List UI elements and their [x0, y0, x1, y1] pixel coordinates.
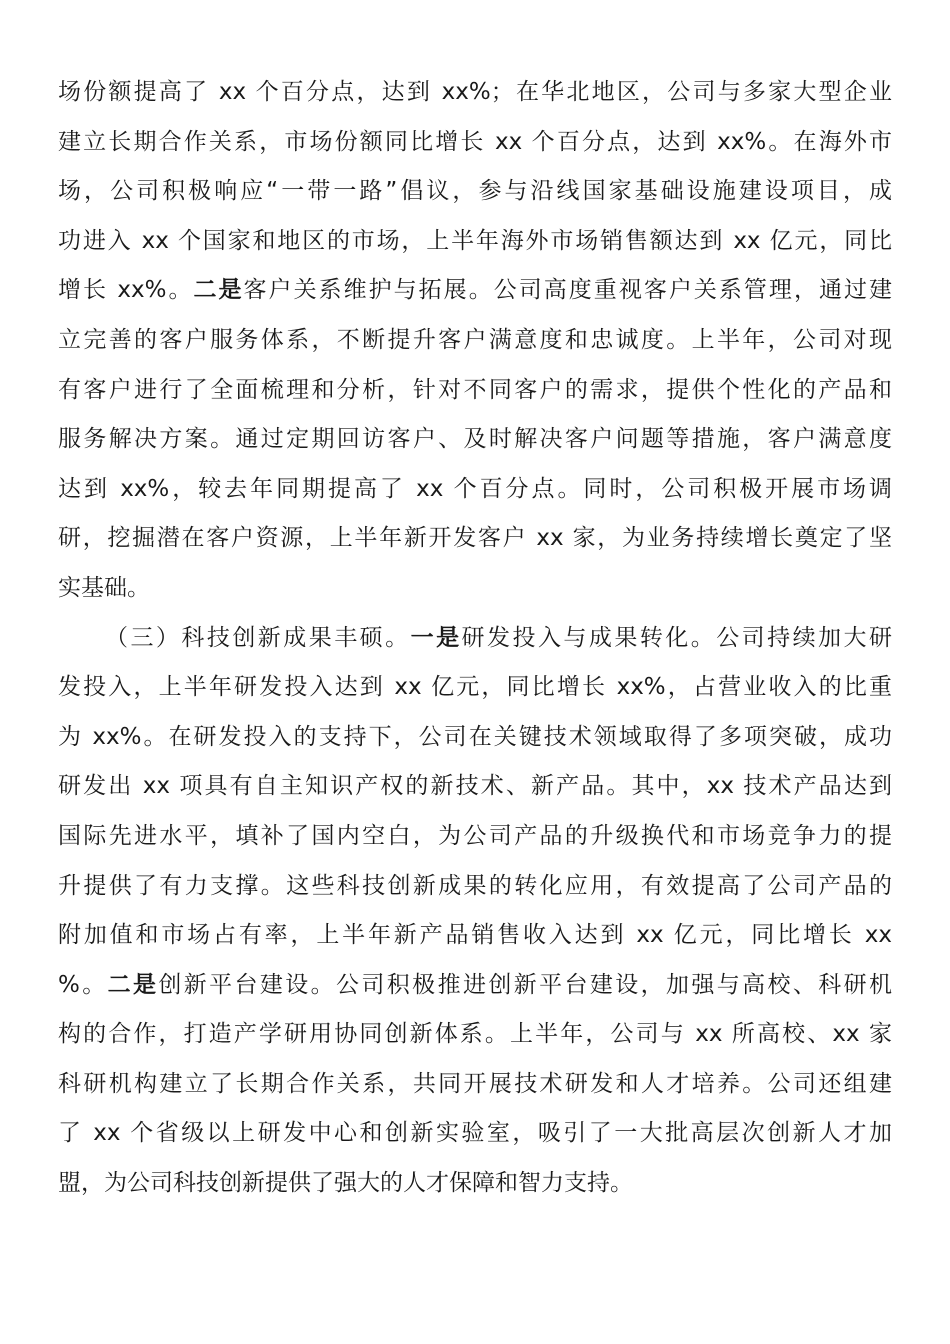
text-line: 立完善的客户服务体系，不断提升客户满意度和忠诚度。上半年，公司对现 [58, 326, 892, 353]
text-line: 研，挖掘潜在客户资源，上半年新开发客户 xx 家，为业务持续增长奠定了坚 [58, 525, 892, 552]
text-line [58, 961, 892, 1011]
paragraph-tech-innovation [58, 614, 892, 1209]
text-run: 增长 xx%。 [58, 277, 194, 304]
document-page [58, 68, 892, 1209]
text-line: 功进入 xx 个国家和地区的市场，上半年海外市场销售额达到 xx 亿元，同比 [58, 227, 892, 254]
section-heading: （三）科技创新成果丰硕。 [105, 624, 411, 651]
text-line: 构的合作，打造产学研用协同创新体系。上半年，公司与 xx 所高校、xx 家 [58, 1021, 892, 1048]
text-run: 客户关系维护与拓展。公司高度重视客户关系管理，通过建 [243, 277, 892, 304]
text-run: 创新平台建设。公司积极推进创新平台建设，加强与高校、科研机 [158, 971, 892, 998]
text-line: 升提供了有力支撑。这些科技创新成果的转化应用，有效提高了公司产品的 [58, 872, 892, 899]
text-run: 研发投入与成果转化。公司持续加大研 [461, 624, 892, 651]
text-line: 附加值和市场占有率，上半年新产品销售收入达到 xx 亿元，同比增长 xx [58, 922, 892, 949]
text-line: 建立长期合作关系，市场份额同比增长 xx 个百分点，达到 xx%。在海外市 [58, 128, 892, 155]
text-line: 达到 xx%，较去年同期提高了 xx 个百分点。同时，公司积极开展市场调 [58, 475, 892, 502]
text-line: 研发出 xx 项具有自主知识产权的新技术、新产品。其中，xx 技术产品达到 [58, 773, 892, 800]
text-line: 服务解决方案。通过定期回访客户、及时解决客户问题等措施，客户满意度 [58, 426, 892, 453]
bold-marker: 二是 [193, 277, 244, 304]
text-line: 了 xx 个省级以上研发中心和创新实验室，吸引了一大批高层次创新人才加 [58, 1120, 892, 1147]
text-line: 有客户进行了全面梳理和分析，针对不同客户的需求，提供个性化的产品和 [58, 376, 892, 403]
bold-marker: 二是 [107, 971, 159, 998]
text-line: 发投入，上半年研发投入达到 xx 亿元，同比增长 xx%，占营业收入的比重 [58, 674, 892, 701]
text-run: %。 [58, 971, 108, 998]
text-line: 实基础。 [58, 574, 150, 601]
text-line [58, 266, 892, 316]
text-line: 盟，为公司科技创新提供了强大的人才保障和智力支持。 [58, 1170, 633, 1197]
text-line: 场份额提高了 xx 个百分点，达到 xx%；在华北地区，公司与多家大型企业 [58, 79, 892, 105]
bold-marker: 一是 [410, 624, 462, 651]
text-line: 科研机构建立了长期合作关系，共同开展技术研发和人才培养。公司还组建 [58, 1070, 892, 1097]
text-line: 为 xx%。在研发投入的支持下，公司在关键技术领域取得了多项突破，成功 [58, 723, 892, 750]
text-line [58, 614, 892, 664]
text-line: 场，公司积极响应“一带一路”倡议，参与沿线国家基础设施建设项目，成 [58, 178, 892, 205]
paragraph-market-and-customers [58, 68, 892, 614]
text-line: 国际先进水平，填补了国内空白，为公司产品的升级换代和市场竞争力的提 [58, 822, 892, 849]
